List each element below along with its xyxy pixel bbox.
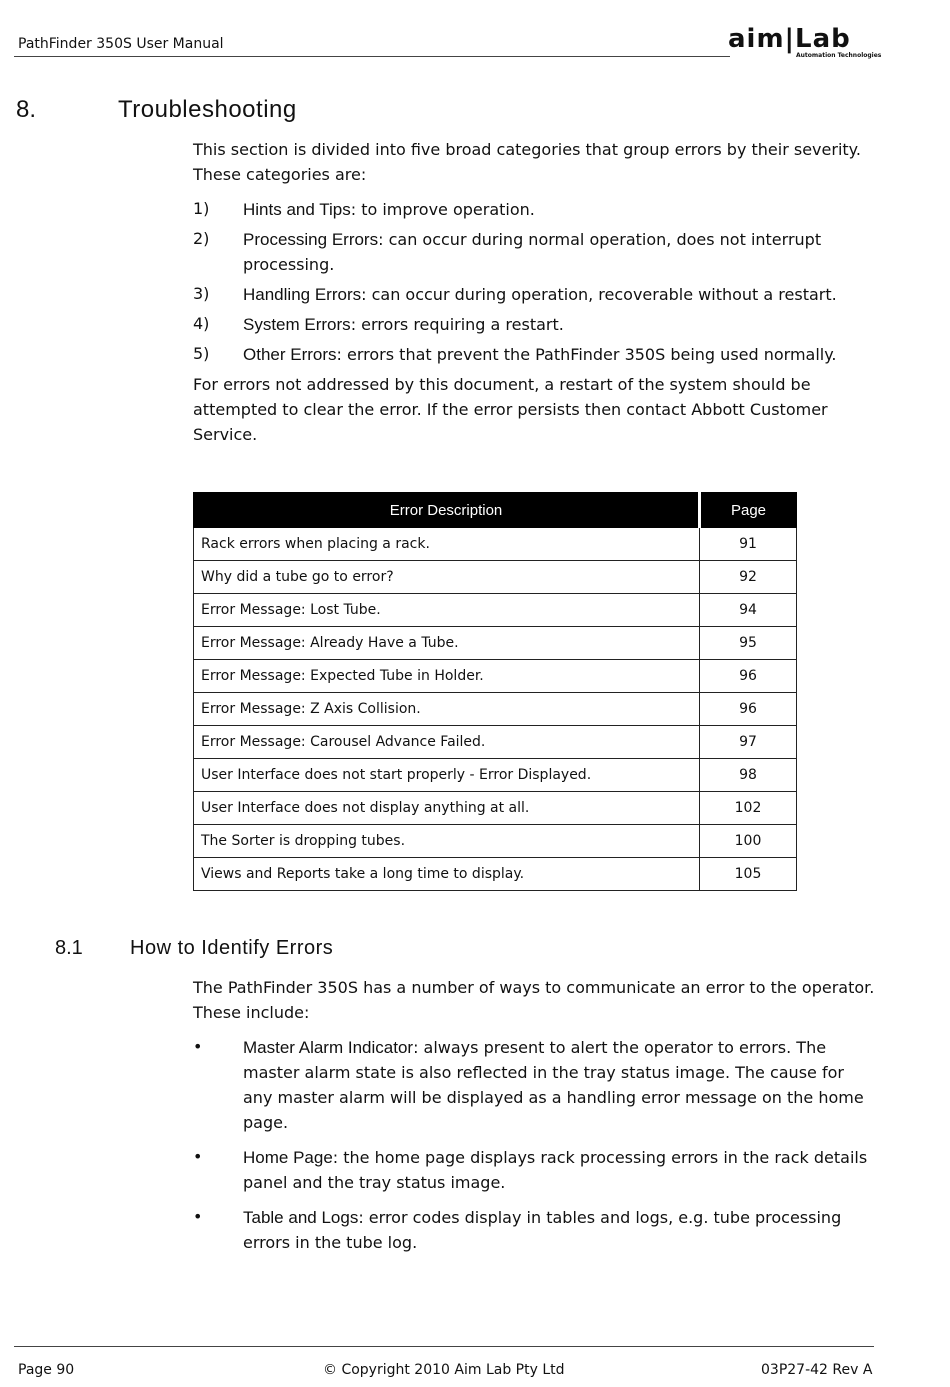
subsection-number: 8.1: [55, 937, 83, 959]
table-row: [194, 858, 797, 891]
header-divider: [14, 56, 730, 57]
column-header-page: Page: [700, 493, 797, 528]
category-item: [243, 227, 883, 277]
table-row: [194, 594, 797, 627]
aim-lab-logo: [728, 24, 882, 62]
column-header-description: Error Description: [194, 493, 700, 528]
table-header-row: [194, 493, 797, 528]
error-description: Error Message: Already Have a Tube.: [194, 627, 700, 660]
table-row: [194, 825, 797, 858]
logo-subtext: Automation Technologies: [796, 52, 882, 59]
category-number: 2): [193, 229, 210, 248]
subsection-title: How to Identify Errors: [130, 937, 334, 959]
error-page: 91: [700, 528, 797, 561]
identify-item: [243, 1205, 873, 1255]
table-row: [194, 792, 797, 825]
header-title: PathFinder 350S User Manual: [18, 36, 224, 52]
error-description: User Interface does not start properly - Error Displayed.: [194, 759, 700, 792]
identify-term: Home Page: [243, 1148, 333, 1167]
category-desc: : errors that prevent the PathFinder 350S being used normally.: [336, 345, 837, 364]
category-term: Other Errors: [243, 345, 337, 364]
error-page: 97: [700, 726, 797, 759]
error-page: 96: [700, 660, 797, 693]
category-item: [243, 312, 883, 337]
identify-term: Master Alarm Indicator: [243, 1038, 414, 1057]
category-term: Processing Errors: [243, 230, 379, 249]
bullet-icon: •: [193, 1147, 203, 1166]
section-title: Troubleshooting: [118, 96, 297, 123]
section-number: 8.: [16, 96, 37, 123]
error-page: 105: [700, 858, 797, 891]
footer-doc-id: 03P27-42 Rev A: [761, 1362, 873, 1378]
category-term: Hints and Tips: [243, 200, 351, 219]
table-row: [194, 561, 797, 594]
error-page: 96: [700, 693, 797, 726]
table-row: [194, 726, 797, 759]
category-number: 5): [193, 344, 210, 363]
table-row: [194, 528, 797, 561]
category-desc: : to improve operation.: [350, 200, 535, 219]
category-number: 3): [193, 284, 210, 303]
identify-item: [243, 1145, 873, 1195]
footer-copyright: © Copyright 2010 Aim Lab Pty Ltd: [323, 1362, 565, 1378]
error-description: Views and Reports take a long time to display.: [194, 858, 700, 891]
error-description: User Interface does not display anything at all.: [194, 792, 700, 825]
error-description: Error Message: Lost Tube.: [194, 594, 700, 627]
identify-desc: : always present to alert the operator to errors. The master alarm state is also reflected in the tray status image. The cause for any master alarm will be displayed as a handling error message on the home page.: [243, 1038, 864, 1132]
error-description: Why did a tube go to error?: [194, 561, 700, 594]
table-row: [194, 627, 797, 660]
error-page: 98: [700, 759, 797, 792]
category-desc: : can occur during operation, recoverable without a restart.: [361, 285, 837, 304]
category-desc: : errors requiring a restart.: [350, 315, 564, 334]
error-page: 100: [700, 825, 797, 858]
identify-item: [243, 1035, 873, 1135]
bullet-icon: •: [193, 1207, 203, 1226]
bullet-icon: •: [193, 1037, 203, 1056]
error-description: Error Message: Expected Tube in Holder.: [194, 660, 700, 693]
error-page: 102: [700, 792, 797, 825]
identify-term: Table and Logs: [243, 1208, 359, 1227]
identify-desc: : error codes display in tables and logs, e.g. tube processing errors in the tube log.: [243, 1208, 842, 1252]
section-closing: For errors not addressed by this document, a restart of the system should be attempted to clear the error. If the error persists then contact Abbott Customer Service.: [193, 375, 828, 444]
error-page: 94: [700, 594, 797, 627]
error-table: [193, 492, 797, 891]
table-row: [194, 660, 797, 693]
logo-text: aim|Lab: [728, 24, 851, 54]
subsection-intro: The PathFinder 350S has a number of ways to communicate an error to the operator. These include:: [193, 978, 875, 1022]
error-page: 92: [700, 561, 797, 594]
identify-desc: : the home page displays rack processing errors in the rack details panel and the tray status image.: [243, 1148, 868, 1192]
section-intro: This section is divided into five broad categories that group errors by their severity. These categories are:: [193, 140, 861, 184]
footer-divider: [14, 1346, 874, 1347]
table-row: [194, 693, 797, 726]
error-description: Error Message: Z Axis Collision.: [194, 693, 700, 726]
table-row: [194, 759, 797, 792]
category-term: System Errors: [243, 315, 351, 334]
category-number: 1): [193, 199, 210, 218]
category-term: Handling Errors: [243, 285, 362, 304]
category-number: 4): [193, 314, 210, 333]
error-description: The Sorter is dropping tubes.: [194, 825, 700, 858]
error-description: Error Message: Carousel Advance Failed.: [194, 726, 700, 759]
error-description: Rack errors when placing a rack.: [194, 528, 700, 561]
category-item: [243, 342, 883, 367]
category-item: [243, 282, 883, 307]
category-item: [243, 197, 883, 222]
footer-page-number: Page 90: [18, 1362, 75, 1378]
category-desc: : can occur during normal operation, does not interrupt processing.: [243, 230, 822, 274]
error-page: 95: [700, 627, 797, 660]
